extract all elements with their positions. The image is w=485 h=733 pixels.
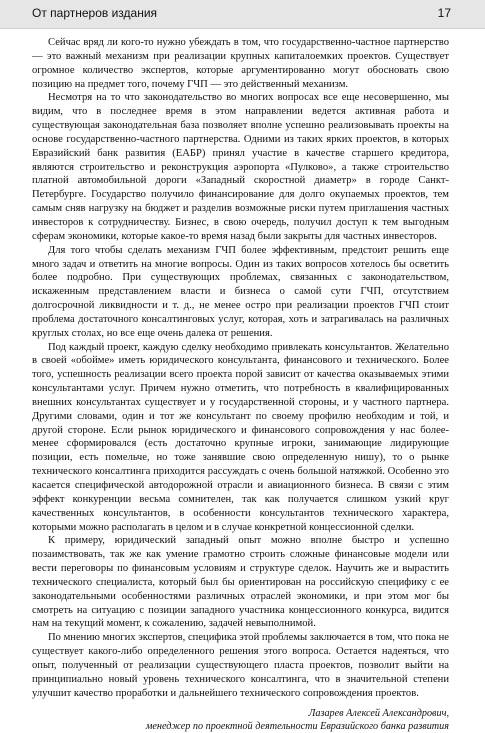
author-position: менеджер по проектной деятельности Евразийского банка развития <box>145 720 449 732</box>
author-name: Лазарев Алексей Александрович, <box>308 707 449 719</box>
paragraph: Несмотря на то что законодательство во многих вопросах все еще несовершенно, мы видим, что в последнее время в этом направлении ведется активная работа и существующая законодательная база позволяет вполне успешно реализовывать проекты на основе государственно-частного партнерства. Одними из таких ярких проектов, в которых Евразийский банк развития (ЕАБР) принял участие в качестве старшего кредитора, являются строительство и реконструкция аэропорта «Пулково», а также строительство платной автомобильной дороги «Западный скоростной диаметр» в городе Санкт-Петербурге. Государство получило финансирование для долго окупаемых проектов, тем самым сняв нагрузку на бюджет и разделив возможные риски путем приглашения частных инвесторов к сотрудничеству. Бизнес, в свою очередь, получил доступ к тем выгодным сферам экономики, которые какое-то время назад были закрыты для частных инвесторов. <box>32 92 449 242</box>
paragraph: Сейчас вряд ли кого-то нужно убеждать в том, что государственно-частное партнерство — это важный механизм при реализации крупных капиталоемких проектов. Существует огромное количество экспертов, которые аргументированно могут обосновать свою позицию на предмет того, почему ГЧП — это действенный механизм. <box>32 37 449 90</box>
section-title: От партнеров издания <box>32 6 158 20</box>
author-signature <box>32 707 449 733</box>
paragraph: Под каждый проект, каждую сделку необходимо привлекать консультантов. Желательно в своей «обойме» иметь юридического консультанта, финансового и технического. Более того, успешность реализации всего проекта порой зависит от качества оказываемых этими консультантами услуг. Причем нужно отметить, что потребность в квалифицированных внешних консультантах существует и у государственной стороны, и у частного партнера. Другими словами, один и тот же консультант по своему профилю необходим и той, и другой стороне. Если рынок юридического и финансового сопровождения у нас более-менее сформировался (есть достаточно крупные игроки, занимающие лидирующие позиции, есть помельче, но тоже занявшие свою определенную нишу), то о рынке технического консалтинга приходится рассуждать с очень большой натяжкой. Особенно это касается специфической автодорожной отрасли и авиационного бизнеса. В связи с этим эффект конкуренции весьма сомнителен, так как получается слишком узкий круг качественных консультантов, в особенности консультантов технического характера, которыми можно располагать в целом и в случае конкретной концессионной сделки. <box>32 341 449 533</box>
running-header <box>0 0 485 29</box>
article-body <box>32 36 449 701</box>
paragraph: По мнению многих экспертов, специфика этой проблемы заключается в том, что пока не существует какого-либо определенного решения этого вопроса. Остается надеяться, что опыт, полученный от реализации существующего пласта проектов, позволит выйти на принципиально новый уровень технического консалтинга, что в значительной степени улучшит качество проработки и дальнейшего технического сопровождения проектов. <box>32 632 449 699</box>
paragraph: К примеру, юридический западный опыт можно вполне быстро и успешно позаимствовать, так же как умение грамотно строить сложные финансовые модели или вести переговоры по финансовым условиям и структуре сделок. Научить же и вырастить технического специалиста, который был бы ориентирован на российскую специфику с ее законодательными особенностями различных отраслей экономики, и при этом мог бы смотреть на ситуацию с позиции западного участника концессионного конкурса, видится нам на текущий момент, к сожалению, задачей невыполнимой. <box>32 535 449 630</box>
paragraph: Для того чтобы сделать механизм ГЧП более эффективным, предстоит решить еще много задач и ответить на многие вопросы. Один из таких вопросов хотелось бы осветить более подробно. При существующих проблемах, связанных с законодательством, искаженным представлением власти и бизнеса о самой сути ГЧП, отсутствием долгосрочной ликвидности и т. д., не менее остро при реализации проектов ГЧП стоит проблема достаточного консалтинговых услуг, которая, хоть и затрагивалась на различных круглых столах, но все еще очень далека от решения. <box>32 244 449 339</box>
page-number: 17 <box>437 6 451 20</box>
